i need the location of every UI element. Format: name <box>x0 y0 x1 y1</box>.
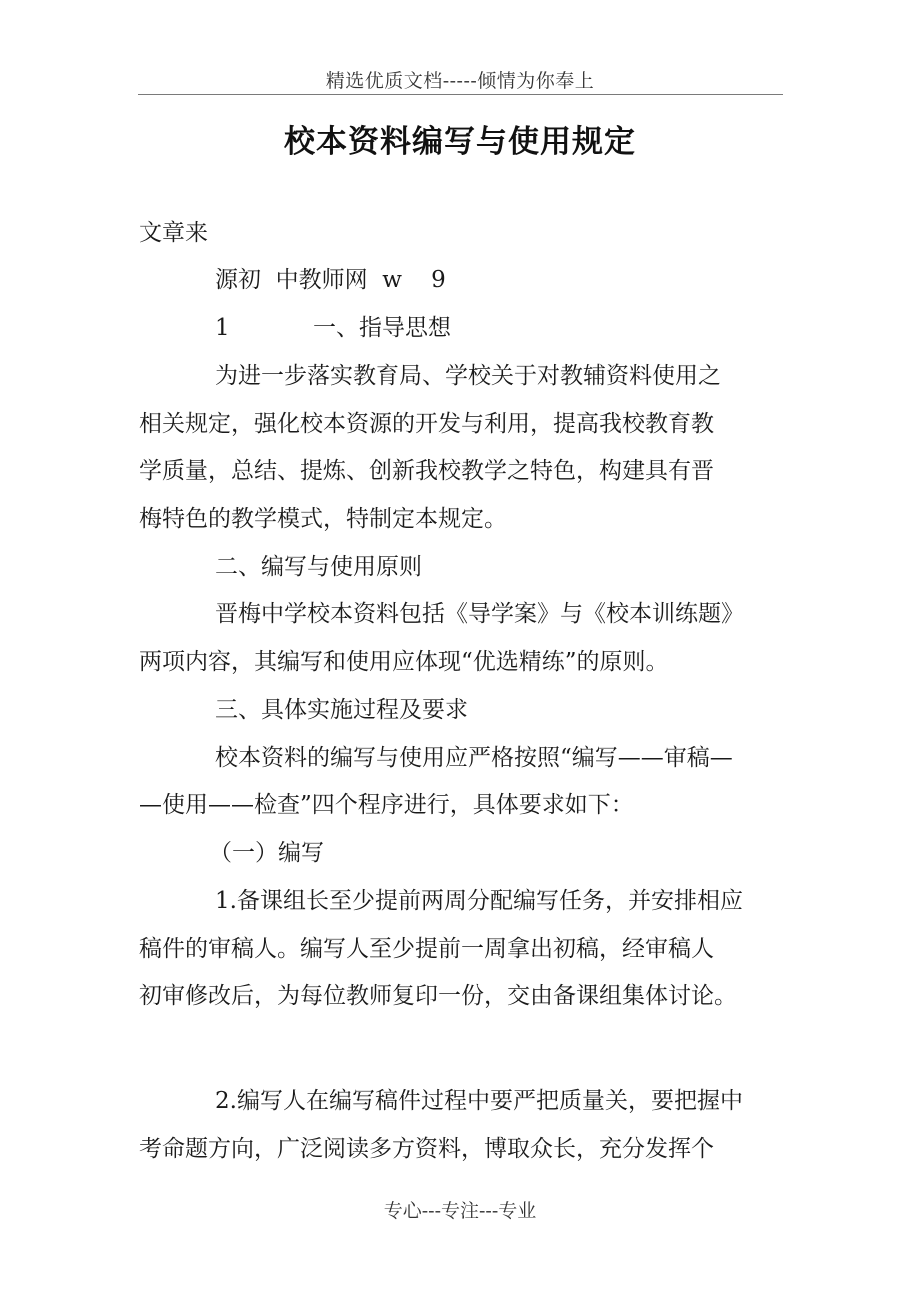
paragraph-1-line-4: 梅特色的教学模式，特制定本规定。 <box>139 506 507 532</box>
section-1-heading: 一、指导思想 <box>313 315 451 341</box>
paragraph-2-line-2: 两项内容，其编写和使用应体现“优选精练”的原则。 <box>139 649 669 675</box>
page-header: 精选优质文档-----倾情为你奉上 <box>325 70 595 92</box>
paragraph-2-line-1: 晋梅中学校本资料包括《导学案》与《校本训练题》 <box>215 601 744 627</box>
paragraph-3-line-2: —使用——检查”四个程序进行，具体要求如下： <box>139 792 634 818</box>
section-3-heading: 三、具体实施过程及要求 <box>215 697 468 723</box>
paragraph-3-line-1: 校本资料的编写与使用应严格按照“编写——审稿— <box>215 745 733 771</box>
paragraph-1-line-1: 为进一步落实教育局、学校关于对教辅资料使用之 <box>215 363 721 389</box>
page-footer: 专心---专注---专业 <box>383 1200 537 1222</box>
header-divider <box>138 94 783 95</box>
paragraph-1-line-2: 相关规定，强化校本资源的开发与利用，提高我校教育教 <box>139 411 714 437</box>
document-title: 校本资料编写与使用规定 <box>284 124 636 160</box>
section-1-number: 1 <box>215 315 230 341</box>
section-2-heading: 二、编写与使用原则 <box>215 554 422 580</box>
source-line-2: 源初 中教师网 w 9 <box>215 267 446 293</box>
subsection-1-heading: （一）编写 <box>209 840 324 866</box>
item-1-line-3: 初审修改后，为每位教师复印一份，交由备课组集体讨论。 <box>139 983 737 1009</box>
item-1-line-1: 1.备课组长至少提前两周分配编写任务，并安排相应 <box>215 888 743 914</box>
paragraph-1-line-3: 学质量，总结、提炼、创新我校教学之特色，构建具有晋 <box>139 458 714 484</box>
item-2-line-1: 2.编写人在编写稿件过程中要严把质量关，要把握中 <box>215 1088 743 1114</box>
document-body <box>139 210 784 1170</box>
item-2-line-2: 考命题方向，广泛阅读多方资料，博取众长，充分发挥个 <box>139 1136 714 1162</box>
source-line-1: 文章来 <box>139 220 208 246</box>
item-1-line-2: 稿件的审稿人。编写人至少提前一周拿出初稿，经审稿人 <box>139 936 714 962</box>
